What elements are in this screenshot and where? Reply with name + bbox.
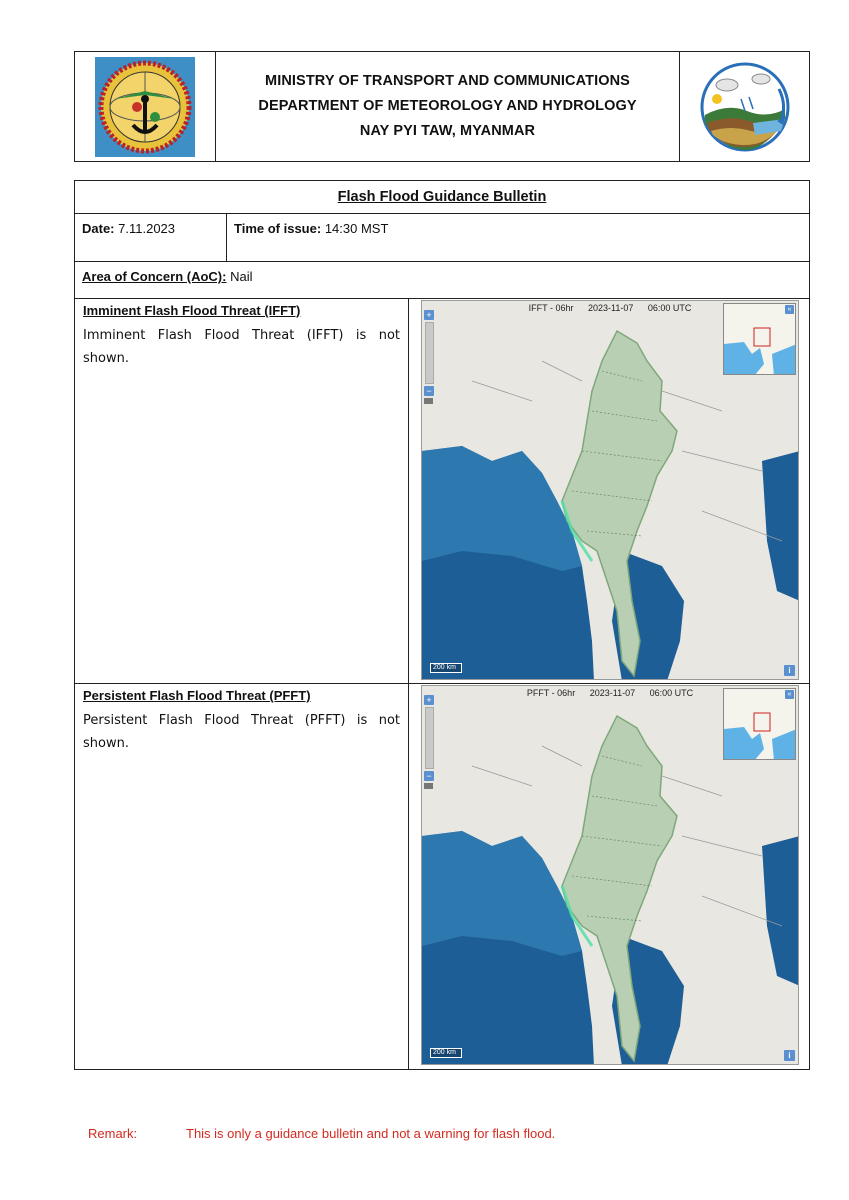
date-value: 7.11.2023 [118, 221, 176, 236]
ifft-zoom-control [424, 310, 435, 404]
date-cell [75, 214, 227, 261]
header-line-3: NAY PYI TAW, MYANMAR [359, 123, 536, 139]
date-time-row [75, 214, 809, 262]
zoom-in-icon[interactable]: + [424, 695, 434, 705]
header-line-1: MINISTRY OF TRANSPORT AND COMMUNICATIONS [265, 73, 630, 89]
pfft-scale-bar: 200 km [430, 1048, 462, 1058]
ifft-scale-bar: 200 km [430, 663, 462, 673]
ifft-time: 06:00 UTC [647, 303, 692, 313]
ifft-text-cell [75, 299, 409, 683]
zoom-out-icon[interactable]: − [424, 771, 434, 781]
bulletin-title: Flash Flood Guidance Bulletin [337, 189, 547, 205]
info-icon[interactable]: i [784, 665, 795, 676]
pfft-text-cell [75, 684, 409, 1069]
bulletin-table [74, 180, 810, 1070]
pfft-overview-inset[interactable] [723, 688, 796, 760]
dmh-water-cycle-logo [697, 59, 793, 155]
pfft-product: PFFT - 06hr [526, 688, 576, 698]
ministry-emblem-cell [75, 52, 216, 161]
date-label: Date: [82, 221, 115, 236]
remark-label: Remark: [88, 1126, 138, 1141]
info-icon[interactable]: i [784, 1050, 795, 1061]
collapse-overview-icon[interactable]: « [785, 305, 794, 314]
ministry-title [216, 52, 679, 161]
layer-switch-icon[interactable] [424, 398, 433, 404]
zoom-slider[interactable] [425, 707, 434, 769]
zoom-in-icon[interactable]: + [424, 310, 434, 320]
dmh-logo-cell [679, 52, 809, 161]
pfft-zoom-control [424, 695, 435, 789]
time-value: 14:30 MST [324, 221, 389, 236]
aoc-row [75, 262, 809, 299]
pfft-date: 2023-11-07 [589, 688, 636, 698]
time-label: Time of issue: [234, 221, 322, 236]
overview-map-image [724, 304, 796, 375]
ifft-date: 2023-11-07 [587, 303, 634, 313]
bulletin-title-row [75, 181, 809, 214]
ifft-heading: Imminent Flash Flood Threat (IFFT) [83, 303, 301, 318]
letterhead [74, 51, 810, 162]
pfft-map-cell [409, 684, 809, 1069]
ifft-section [75, 299, 809, 684]
pfft-time: 06:00 UTC [649, 688, 694, 698]
aoc-value: Nail [230, 269, 253, 284]
ifft-description: Imminent Flash Flood Threat (IFFT) is not shown. [83, 328, 400, 366]
overview-map-image [724, 689, 796, 760]
remark [88, 1126, 555, 1141]
pfft-heading: Persistent Flash Flood Threat (PFFT) [83, 688, 311, 703]
ifft-overview-inset[interactable] [723, 303, 796, 375]
zoom-out-icon[interactable]: − [424, 386, 434, 396]
pfft-map[interactable] [421, 685, 799, 1065]
pfft-section [75, 684, 809, 1069]
time-cell [227, 214, 809, 261]
header-line-2: DEPARTMENT OF METEOROLOGY AND HYDROLOGY [258, 98, 637, 114]
zoom-slider[interactable] [425, 322, 434, 384]
layer-switch-icon[interactable] [424, 783, 433, 789]
aoc-label: Area of Concern (AoC): [82, 269, 227, 284]
remark-text: This is only a guidance bulletin and not a warning for flash flood. [186, 1126, 556, 1141]
pfft-description: Persistent Flash Flood Threat (PFFT) is not shown. [83, 713, 400, 751]
ifft-product: IFFT - 06hr [528, 303, 574, 313]
ministry-emblem-logo [93, 55, 197, 159]
ifft-map-cell [409, 299, 809, 683]
collapse-overview-icon[interactable]: « [785, 690, 794, 699]
ifft-map[interactable] [421, 300, 799, 680]
